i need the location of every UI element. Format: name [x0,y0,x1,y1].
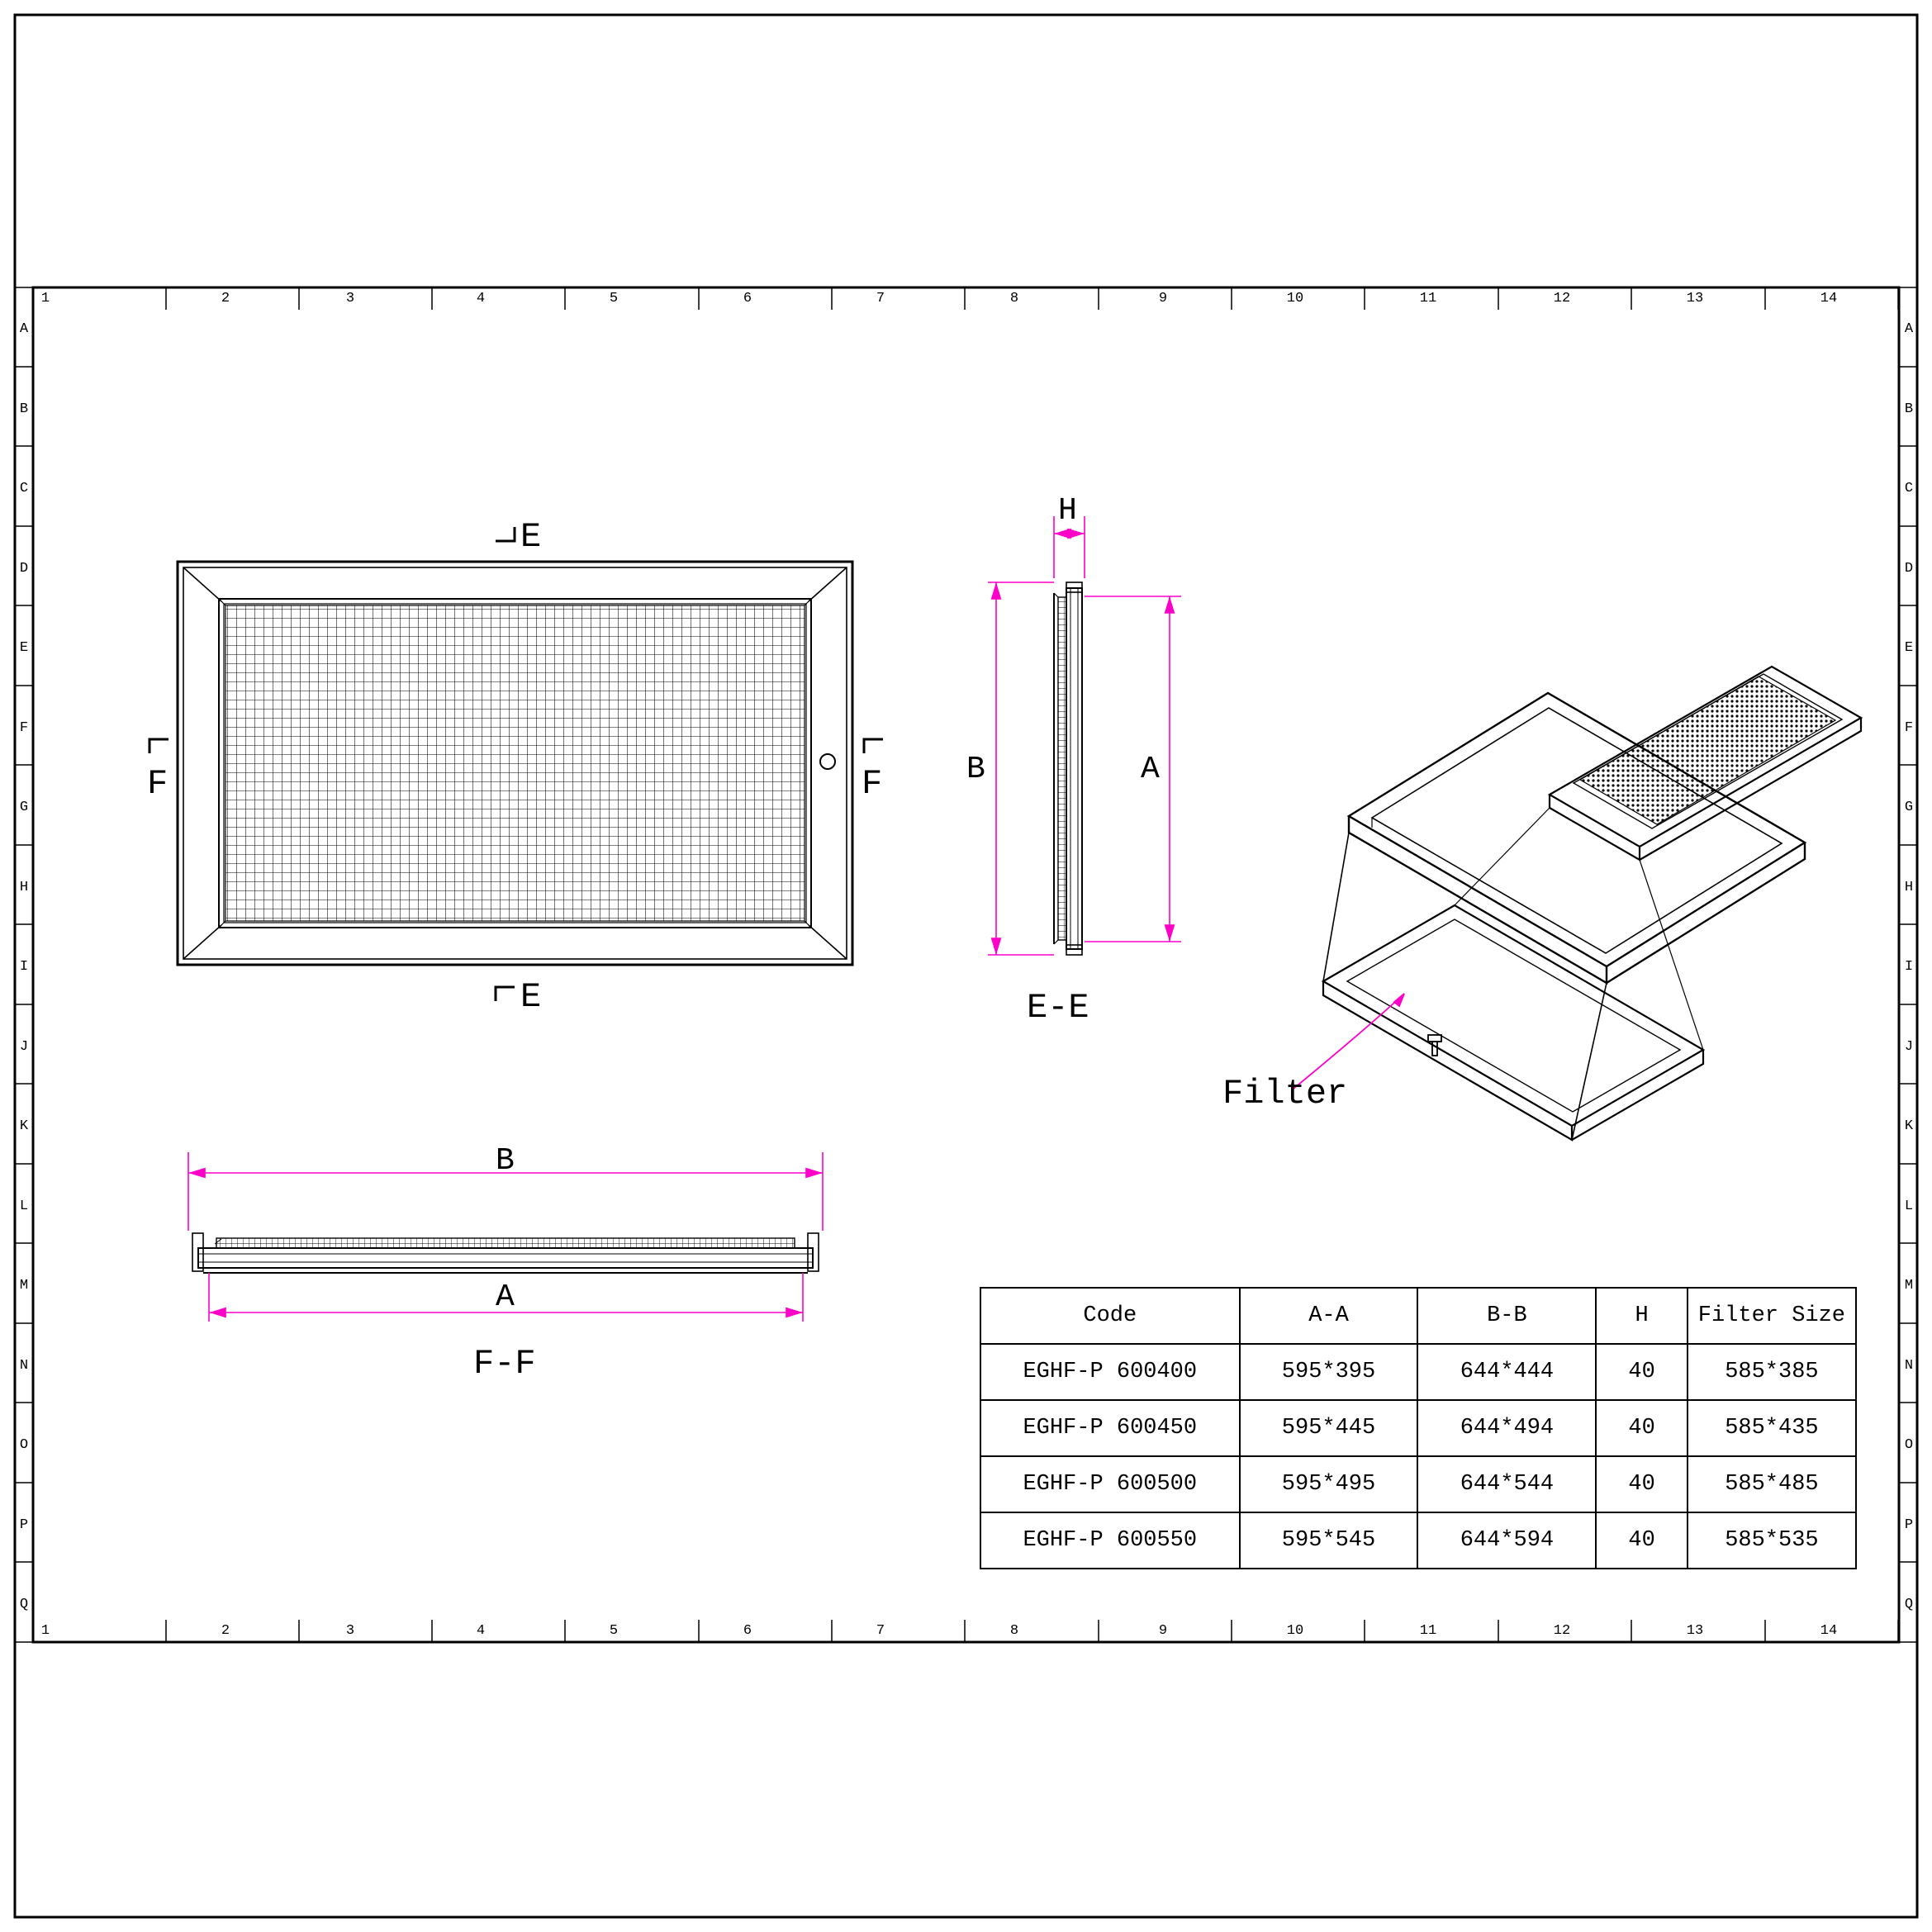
cell-h: 40 [1596,1456,1687,1512]
zone-letter-right-I: I [1904,959,1914,975]
zone-letter-left-Q: Q [19,1597,29,1612]
zone-letter-right-F: F [1904,720,1914,736]
zone-letter-right-Q: Q [1904,1597,1914,1612]
zone-number-top-14: 14 [1820,291,1838,306]
zone-number-bottom-9: 9 [1158,1623,1168,1639]
header-code: Code [980,1288,1240,1344]
cell-filter-size: 585*385 [1688,1344,1856,1400]
zone-number-bottom-6: 6 [743,1623,752,1639]
zone-letter-right-O: O [1904,1437,1914,1453]
section-label-e-bottom: E [520,977,542,1017]
header-h: H [1596,1288,1687,1344]
zone-letter-left-N: N [19,1358,29,1374]
zone-letter-left-F: F [19,720,29,736]
zone-letter-left-O: O [19,1437,29,1453]
zone-number-bottom-3: 3 [345,1623,355,1639]
zone-letter-right-E: E [1904,640,1914,656]
side-dim-h-label: H [1058,493,1077,529]
bottom-dim-a-label: A [496,1279,515,1315]
cell-h: 40 [1596,1400,1687,1456]
zone-letter-right-P: P [1904,1517,1914,1533]
zone-number-bottom-7: 7 [876,1623,885,1639]
zone-number-top-13: 13 [1686,291,1704,306]
zone-letter-right-D: D [1904,561,1914,577]
cell-aa: 595*445 [1240,1400,1418,1456]
side-view-caption: E-E [1027,988,1089,1028]
zone-letter-left-I: I [19,959,29,975]
zone-letter-right-B: B [1904,401,1914,417]
cell-filter-size: 585*535 [1688,1512,1856,1569]
zone-letter-right-K: K [1904,1118,1914,1134]
section-label-f-right: F [862,764,883,804]
zone-letter-left-H: H [19,880,29,895]
zone-letter-left-D: D [19,561,29,577]
table-header-row [980,1288,1856,1344]
zone-number-top-11: 11 [1419,291,1437,306]
zone-letter-right-G: G [1904,800,1914,815]
zone-number-top-8: 8 [1009,291,1019,306]
cell-bb: 644*594 [1417,1512,1596,1569]
zone-number-bottom-2: 2 [221,1623,230,1639]
table-row [980,1456,1856,1512]
zone-number-top-2: 2 [221,291,230,306]
cell-code: EGHF-P 600450 [980,1400,1240,1456]
cell-aa: 595*545 [1240,1512,1418,1569]
zone-letter-left-C: C [19,481,29,496]
zone-letter-left-K: K [19,1118,29,1134]
zone-letter-right-L: L [1904,1199,1914,1214]
zone-number-top-5: 5 [609,291,619,306]
cell-code: EGHF-P 600400 [980,1344,1240,1400]
zone-letter-right-M: M [1904,1278,1914,1294]
side-dim-b-label: B [966,752,985,787]
zone-number-top-7: 7 [876,291,885,306]
bottom-view-caption: F-F [473,1344,536,1384]
zone-letter-left-J: J [19,1039,29,1055]
specification-table [980,1287,1857,1569]
cell-h: 40 [1596,1512,1687,1569]
cell-aa: 595*495 [1240,1456,1418,1512]
section-label-e-top: E [520,517,542,557]
zone-number-bottom-8: 8 [1009,1623,1019,1639]
zone-letter-right-A: A [1904,321,1914,337]
cell-aa: 595*395 [1240,1344,1418,1400]
zone-number-bottom-5: 5 [609,1623,619,1639]
zone-number-bottom-11: 11 [1419,1623,1437,1639]
isometric-view [1323,667,1861,1140]
zone-letter-right-N: N [1904,1358,1914,1374]
zone-letter-left-E: E [19,640,29,656]
side-dim-a-label: A [1141,752,1160,787]
header-aa: A-A [1240,1288,1418,1344]
zone-number-top-10: 10 [1286,291,1304,306]
header-filter-size: Filter Size [1688,1288,1856,1344]
header-bb: B-B [1417,1288,1596,1344]
zone-letter-left-G: G [19,800,29,815]
zone-letter-right-J: J [1904,1039,1914,1055]
zone-letter-left-B: B [19,401,29,417]
bottom-dim-b-label: B [496,1143,515,1179]
zone-letter-left-A: A [19,321,29,337]
cell-h: 40 [1596,1344,1687,1400]
cell-bb: 644*544 [1417,1456,1596,1512]
side-section-view [1054,582,1082,955]
zone-number-bottom-10: 10 [1286,1623,1304,1639]
zone-number-top-6: 6 [743,291,752,306]
bottom-section-view [192,1233,819,1273]
side-view-dimensions [988,516,1181,955]
cell-filter-size: 585*485 [1688,1456,1856,1512]
zone-letter-left-L: L [19,1199,29,1214]
cell-bb: 644*444 [1417,1344,1596,1400]
zone-letter-right-C: C [1904,481,1914,496]
zone-letter-left-P: P [19,1517,29,1533]
zone-letter-left-M: M [19,1278,29,1294]
zone-number-top-3: 3 [345,291,355,306]
table-row [980,1344,1856,1400]
zone-number-bottom-13: 13 [1686,1623,1704,1639]
table-row [980,1400,1856,1456]
zone-number-top-1: 1 [40,291,50,306]
cell-code: EGHF-P 600500 [980,1456,1240,1512]
zone-letter-right-H: H [1904,880,1914,895]
section-label-f-left: F [147,764,169,804]
zone-number-bottom-1: 1 [40,1623,50,1639]
cell-bb: 644*494 [1417,1400,1596,1456]
zone-number-top-12: 12 [1553,291,1571,306]
zone-number-bottom-12: 12 [1553,1623,1571,1639]
zone-number-top-4: 4 [476,291,486,306]
zone-number-top-9: 9 [1158,291,1168,306]
cell-code: EGHF-P 600550 [980,1512,1240,1569]
table-row [980,1512,1856,1569]
filter-callout-label: Filter [1222,1074,1348,1113]
zone-number-bottom-4: 4 [476,1623,486,1639]
front-view [178,562,852,965]
zone-number-bottom-14: 14 [1820,1623,1838,1639]
cell-filter-size: 585*435 [1688,1400,1856,1456]
